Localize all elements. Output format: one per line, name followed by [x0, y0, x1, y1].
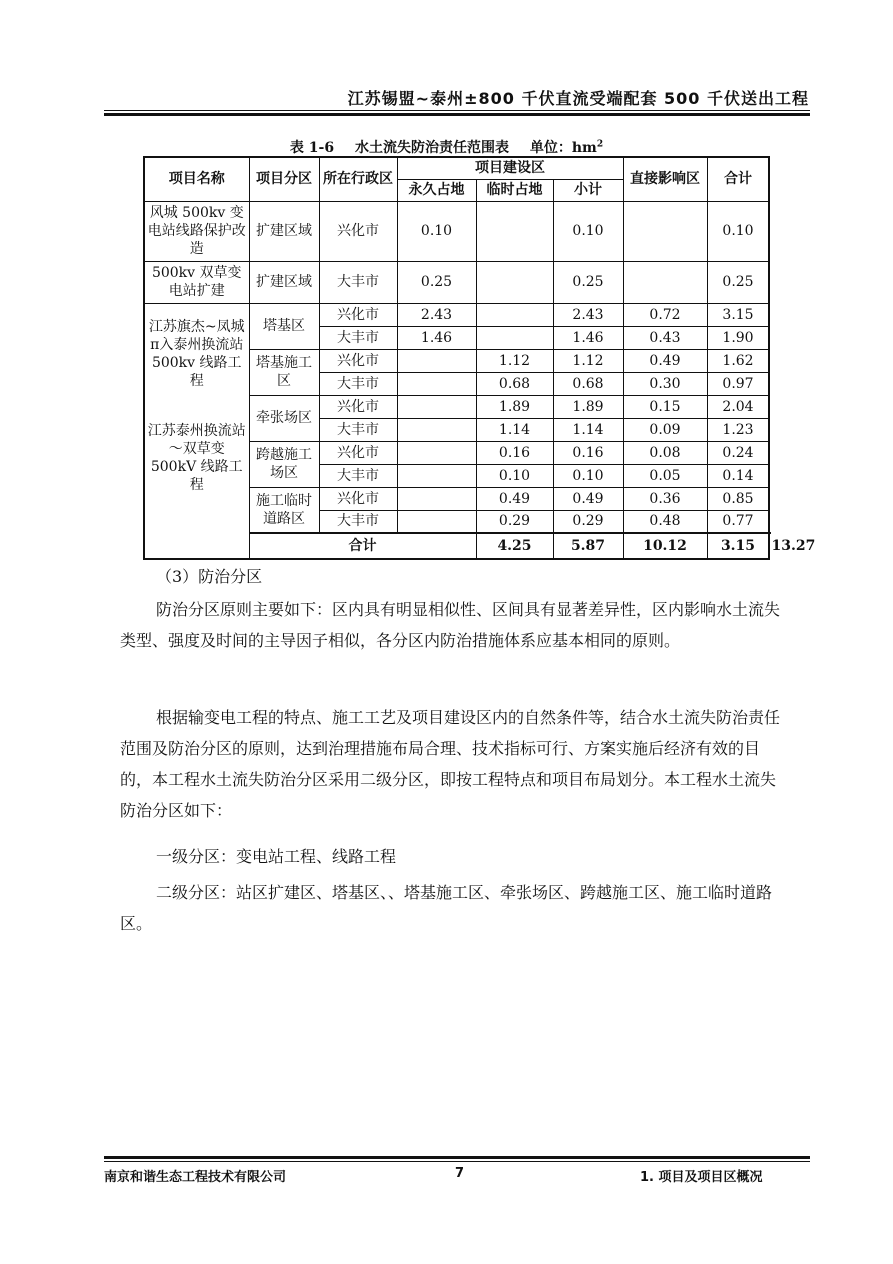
footer-page-number: 7	[455, 1166, 465, 1181]
cell-total: 0.10	[707, 201, 769, 261]
header-perm: 永久占地	[397, 179, 476, 201]
header-rule-thick	[104, 113, 810, 116]
group-name: 风城 500kv 变电站线路保护改造	[144, 201, 249, 261]
cell-subtotal: 1.12	[553, 349, 623, 372]
cell-region: 兴化市	[319, 349, 397, 372]
cell-region: 大丰市	[319, 510, 397, 533]
header-region: 所在行政区	[319, 157, 397, 201]
table-row	[144, 303, 769, 326]
cell-temp	[476, 326, 553, 349]
cell-total: 0.85	[707, 487, 769, 510]
zone-name: 施工临时道路区	[249, 487, 319, 533]
cell-subtotal: 0.25	[553, 261, 623, 303]
total-direct: 3.15	[707, 533, 769, 559]
cell-temp	[476, 201, 553, 261]
cell-total: 0.14	[707, 464, 769, 487]
cell-perm	[397, 510, 476, 533]
table-row	[144, 201, 769, 261]
paragraph: 防治分区原则主要如下：区内具有明显相似性、区间具有显著差异性，区内影响水土流失类型、强度及时间的主导因子相似，各分区内防治措施体系应基本相同的原则。	[120, 600, 781, 650]
zone-name: 扩建区域	[249, 201, 319, 261]
cell-direct: 0.05	[623, 464, 707, 487]
footer-company: 南京和谐生态工程技术有限公司	[104, 1170, 287, 1185]
cell-perm	[397, 464, 476, 487]
group-name: 500kv 双草变电站扩建	[144, 261, 249, 303]
cell-perm	[397, 487, 476, 510]
cell-temp: 0.49	[476, 487, 553, 510]
cell-temp	[476, 303, 553, 326]
responsibility-range-table	[143, 156, 816, 560]
table-caption-label: 表 1-6	[289, 140, 335, 156]
cell-region: 兴化市	[319, 303, 397, 326]
header-total: 合计	[707, 157, 769, 201]
group-name: 江苏泰州换流站～双草变 500kV 线路工程	[147, 422, 246, 493]
group-name: 江苏旗杰~凤城π入泰州换流站 500kv 线路工程	[148, 318, 245, 389]
cell-region: 兴化市	[319, 201, 397, 261]
footer-chapter: 1. 项目及项目区概况	[640, 1170, 763, 1185]
cell-direct: 0.43	[623, 326, 707, 349]
cell-region: 大丰市	[319, 418, 397, 441]
table-caption	[0, 137, 893, 157]
cell-subtotal: 0.68	[553, 372, 623, 395]
cell-direct: 0.48	[623, 510, 707, 533]
paragraph: 二级分区：站区扩建区、塔基区、、塔基施工区、牵张场区、跨越施工区、施工临时道路区。	[120, 883, 773, 933]
cell-total: 1.90	[707, 326, 769, 349]
cell-total: 3.15	[707, 303, 769, 326]
table-caption-title: 水土流失防治责任范围表	[354, 140, 509, 156]
cell-subtotal: 2.43	[553, 303, 623, 326]
cell-direct: 0.15	[623, 395, 707, 418]
footer-rule-thick	[104, 1156, 810, 1159]
cell-direct: 0.36	[623, 487, 707, 510]
cell-direct: 0.09	[623, 418, 707, 441]
cell-perm: 1.46	[397, 326, 476, 349]
cell-region: 大丰市	[319, 372, 397, 395]
cell-subtotal: 1.14	[553, 418, 623, 441]
cell-region: 大丰市	[319, 326, 397, 349]
header-zone: 项目分区	[249, 157, 319, 201]
footer-rule-thin	[104, 1161, 810, 1162]
zone-name: 扩建区域	[249, 261, 319, 303]
paragraph: 一级分区：变电站工程、线路工程	[156, 847, 397, 866]
cell-region: 大丰市	[319, 261, 397, 303]
cell-temp: 1.12	[476, 349, 553, 372]
cell-total: 1.23	[707, 418, 769, 441]
cell-total: 1.62	[707, 349, 769, 372]
cell-direct: 0.08	[623, 441, 707, 464]
document-header-title: 江苏锡盟~泰州±800 千伏直流受端配套 500 千伏送出工程	[347, 89, 809, 108]
cell-perm	[397, 349, 476, 372]
zone-name: 塔基施工区	[249, 349, 319, 395]
cell-direct: 0.30	[623, 372, 707, 395]
table-row	[144, 261, 769, 303]
cell-perm	[397, 441, 476, 464]
zone-name: 跨越施工场区	[249, 441, 319, 487]
zone-name: 塔基区	[249, 303, 319, 349]
cell-subtotal: 0.10	[553, 464, 623, 487]
zone-name: 牵张场区	[249, 395, 319, 441]
header-subtotal: 小计	[553, 179, 623, 201]
cell-subtotal: 1.46	[553, 326, 623, 349]
cell-perm	[397, 395, 476, 418]
cell-total: 0.77	[707, 510, 769, 533]
cell-subtotal: 0.29	[553, 510, 623, 533]
cell-subtotal: 0.10	[553, 201, 623, 261]
cell-temp: 0.10	[476, 464, 553, 487]
cell-temp: 1.89	[476, 395, 553, 418]
cell-total: 0.25	[707, 261, 769, 303]
cell-direct	[623, 201, 707, 261]
paragraph: 根据输变电工程的特点、施工工艺及项目建设区内的自然条件等，结合水土流失防治责任范围及防治分区的原则，达到治理措施布局合理、技术指标可行、方案实施后经济有效的目的，本工程水土流失防治分区采用二级分区，即按工程特点和项目布局划分。本工程水土流失防治分区如下：	[120, 708, 781, 820]
cell-perm	[397, 418, 476, 441]
cell-direct	[623, 261, 707, 303]
cell-region: 兴化市	[319, 395, 397, 418]
cell-subtotal: 1.89	[553, 395, 623, 418]
header-rule-thin	[104, 110, 810, 111]
table-caption-unit: 单位：$hm^2$	[529, 139, 604, 156]
header-temp: 临时占地	[476, 179, 553, 201]
header-build-area: 项目建设区	[397, 157, 623, 179]
cell-perm: 0.10	[397, 201, 476, 261]
total-temp: 5.87	[553, 533, 623, 559]
header-name: 项目名称	[144, 157, 249, 201]
section-heading: （3）防治分区	[156, 567, 263, 586]
cell-total: 0.24	[707, 441, 769, 464]
cell-temp: 1.14	[476, 418, 553, 441]
cell-subtotal: 0.49	[553, 487, 623, 510]
cell-temp: 0.68	[476, 372, 553, 395]
header-direct: 直接影响区	[623, 157, 707, 201]
cell-direct: 0.49	[623, 349, 707, 372]
cell-perm: 0.25	[397, 261, 476, 303]
cell-total: 0.97	[707, 372, 769, 395]
cell-region: 大丰市	[319, 464, 397, 487]
cell-total: 2.04	[707, 395, 769, 418]
cell-region: 兴化市	[319, 487, 397, 510]
cell-temp: 0.29	[476, 510, 553, 533]
cell-temp: 0.16	[476, 441, 553, 464]
total-label: 合计	[249, 533, 476, 559]
cell-temp	[476, 261, 553, 303]
cell-subtotal: 0.16	[553, 441, 623, 464]
cell-perm	[397, 372, 476, 395]
total-perm: 4.25	[476, 533, 553, 559]
total-subtotal: 10.12	[623, 533, 707, 559]
cell-region: 兴化市	[319, 441, 397, 464]
cell-perm: 2.43	[397, 303, 476, 326]
table-total-row: 合计 4.25 5.87 10.12 3.15 13.27	[144, 533, 769, 559]
group-name-merged	[144, 303, 249, 559]
cell-direct: 0.72	[623, 303, 707, 326]
